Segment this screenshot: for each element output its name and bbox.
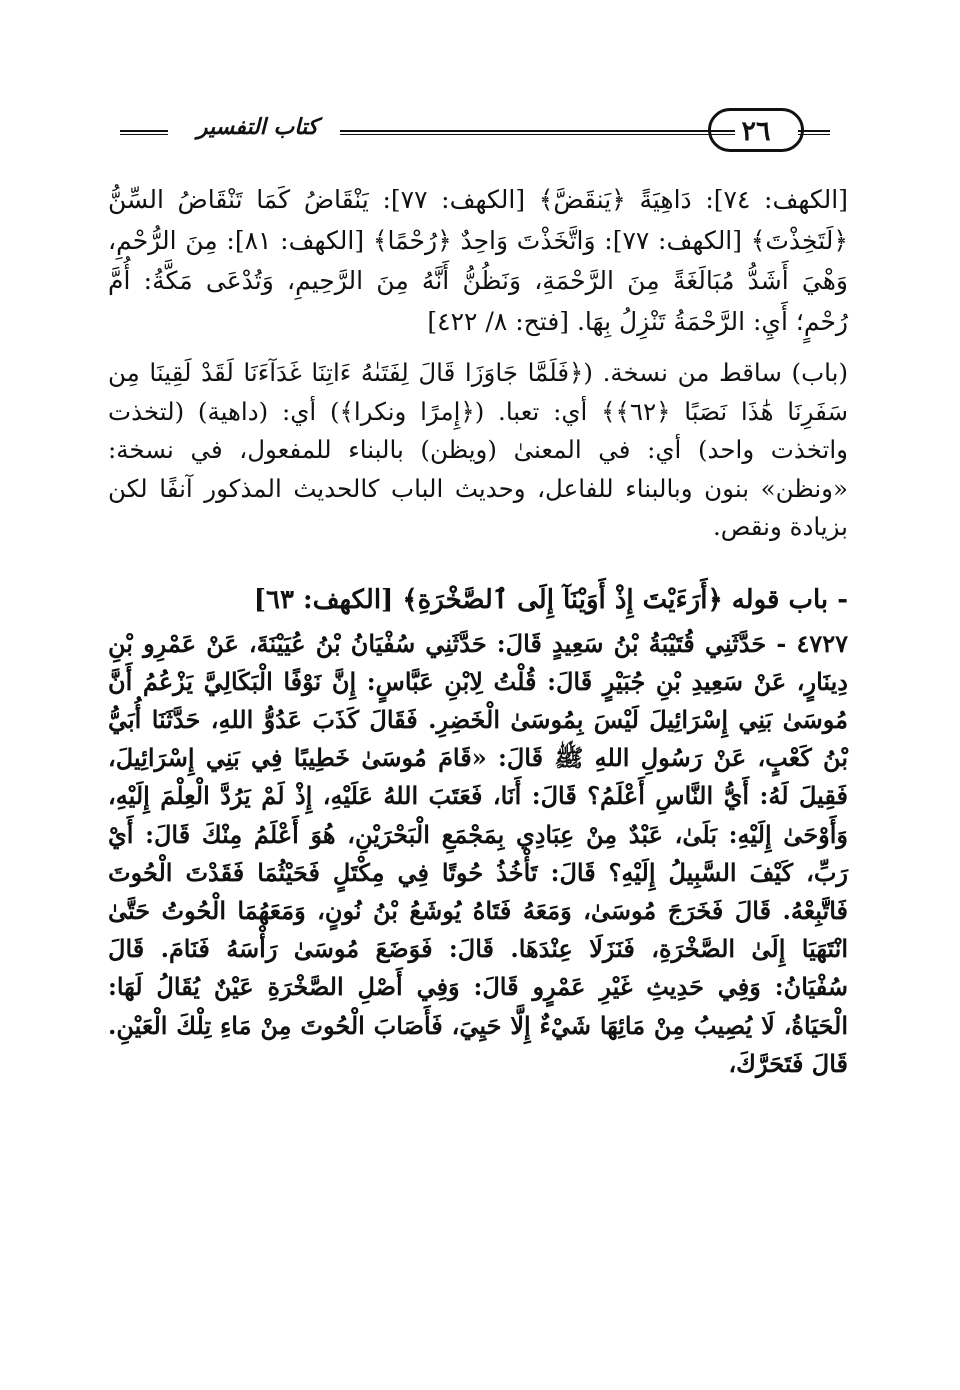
header-rule-right xyxy=(798,130,830,135)
header-rule-left xyxy=(120,130,168,135)
running-title: كتاب التفسير xyxy=(196,114,319,140)
commentary-paragraph: [الكهف: ٧٤]: دَاهِيَةً ﴿يَنقَضَّ﴾ [الكهف: ٧٧]: يَنْقَاضُ كَمَا تَنْقَاضُ السِّنُّ ﴿لَتَخِذْتَ﴾ [الكهف: ٧٧]: وَاتَّخَذْتَ وَاحِدٌ ﴿رُحْمًا﴾ [الكهف: ٨١]: مِنَ الرُّحْمِ، وَهْيَ أَشَدُّ مُبَالَغَةً مِنَ الرَّحْمَةِ، وَنَظُنُّ أَنَّهُ مِنَ الرَّحِيمِ، وَتُدْعَى مَكَّةُ: أُمَّ رُحْمٍ؛ أَيِ: الرَّحْمَةُ تَنْزِلُ بِهَا. [فتح: ٨/ ٤٢٢] xyxy=(108,185,849,336)
header-rule-middle xyxy=(340,130,735,135)
hadith-text: ٤٧٢٧ - حَدَّثَنِي قُتَيْبَةُ بْنُ سَعِيدٍ قَالَ: حَدَّثَنِي سُفْيَانُ بْنُ عُيَيْنَةَ، عَنْ عَمْرِو بْنِ دِينَارٍ، عَنْ سَعِيدِ بْنِ جُبَيْرٍ قَالَ: قُلْتُ لِابْنِ عَبَّاسٍ: إِنَّ نَوْفًا الْبَكَالِيَّ يَزْعُمُ أَنَّ مُوسَىٰ بَنِي إِسْرَائِيلَ لَيْسَ بِمُوسَىٰ الْخَضِرِ. فَقَالَ كَذَبَ عَدُوُّ اللهِ، حَدَّثَنَا أُبَيُّ بْنُ كَعْبٍ، عَنْ رَسُولِ اللهِ ﷺ قَالَ: «قَامَ مُوسَىٰ خَطِيبًا فِي بَنِي إِسْرَائِيلَ، فَقِيلَ لَهُ: أَيُّ النَّاسِ أَعْلَمُ؟ قَالَ: أَنَا، فَعَتَبَ اللهُ عَلَيْهِ، إِذْ لَمْ يَرُدَّ الْعِلْمَ إِلَيْهِ، وَأَوْحَىٰ إِلَيْهِ: بَلَىٰ، عَبْدٌ مِنْ عِبَادِي بِمَجْمَعِ الْبَحْرَيْنِ، هُوَ أَعْلَمُ مِنْكَ قَالَ: أَيْ رَبِّ، كَيْفَ السَّبِيلُ إِلَيْهِ؟ قَالَ: تَأْخُذُ حُوتًا فِي مِكْتَلٍ فَحَيْثُمَا فَقَدْتَ الْحُوتَ فَاتَّبِعْهُ. قَالَ فَخَرَجَ مُوسَىٰ، وَمَعَهُ فَتَاهُ يُوشَعُ بْنُ نُونٍ، وَمَعَهُمَا الْحُوتُ حَتَّىٰ انْتَهَيَا إِلَىٰ الصَّخْرَةِ، فَنَزَلَا عِنْدَهَا. قَالَ: فَوَضَعَ مُوسَىٰ رَأْسَهُ فَنَامَ. قَالَ سُفْيَانُ: وَفِي حَدِيثِ غَيْرِ عَمْرٍو قَالَ: وَفِي أَصْلِ الصَّخْرَةِ عَيْنٌ يُقَالُ لَهَا: الْحَيَاةُ، لَا يُصِيبُ مِنْ مَائِهَا شَيْءٌ إِلَّا حَيِيَ، فَأَصَابَ الْحُوتَ مِنْ مَاءِ تِلْكَ الْعَيْنِ. قَالَ فَتَحَرَّكَ، xyxy=(108,628,849,1078)
page-number: ٢٦ xyxy=(708,108,804,152)
chapter-heading: - باب قوله ﴿أَرَءَيْتَ إِذْ أَوَيْنَآ إِلَى ٱلصَّخْرَةِ﴾ [الكهف: ٦٣] xyxy=(253,584,848,615)
notes-paragraph: (باب) ساقط من نسخة. (﴿فَلَمَّا جَاوَزَا قَالَ لِفَتَىٰهُ ءَاتِنَا غَدَآءَنَا لَقَدْ لَقِينَا مِن سَفَرِنَا هَٰذَا نَصَبًا ﴿٦٢﴾﴾ أي: تعبا. (﴿إِمرًا ونكرا﴾) أي: (داهية) (لتخذت واتخذت واحد) أي: في المعنىٰ (ويظن) بالبناء للمفعول، في نسخة: «ونظن» بنون وبالبناء للفاعل، وحديث الباب كالحديث المذكور آنفًا لكن بزيادة ونقص. xyxy=(108,358,849,541)
page-header xyxy=(90,108,850,158)
page-body xyxy=(108,180,848,1083)
